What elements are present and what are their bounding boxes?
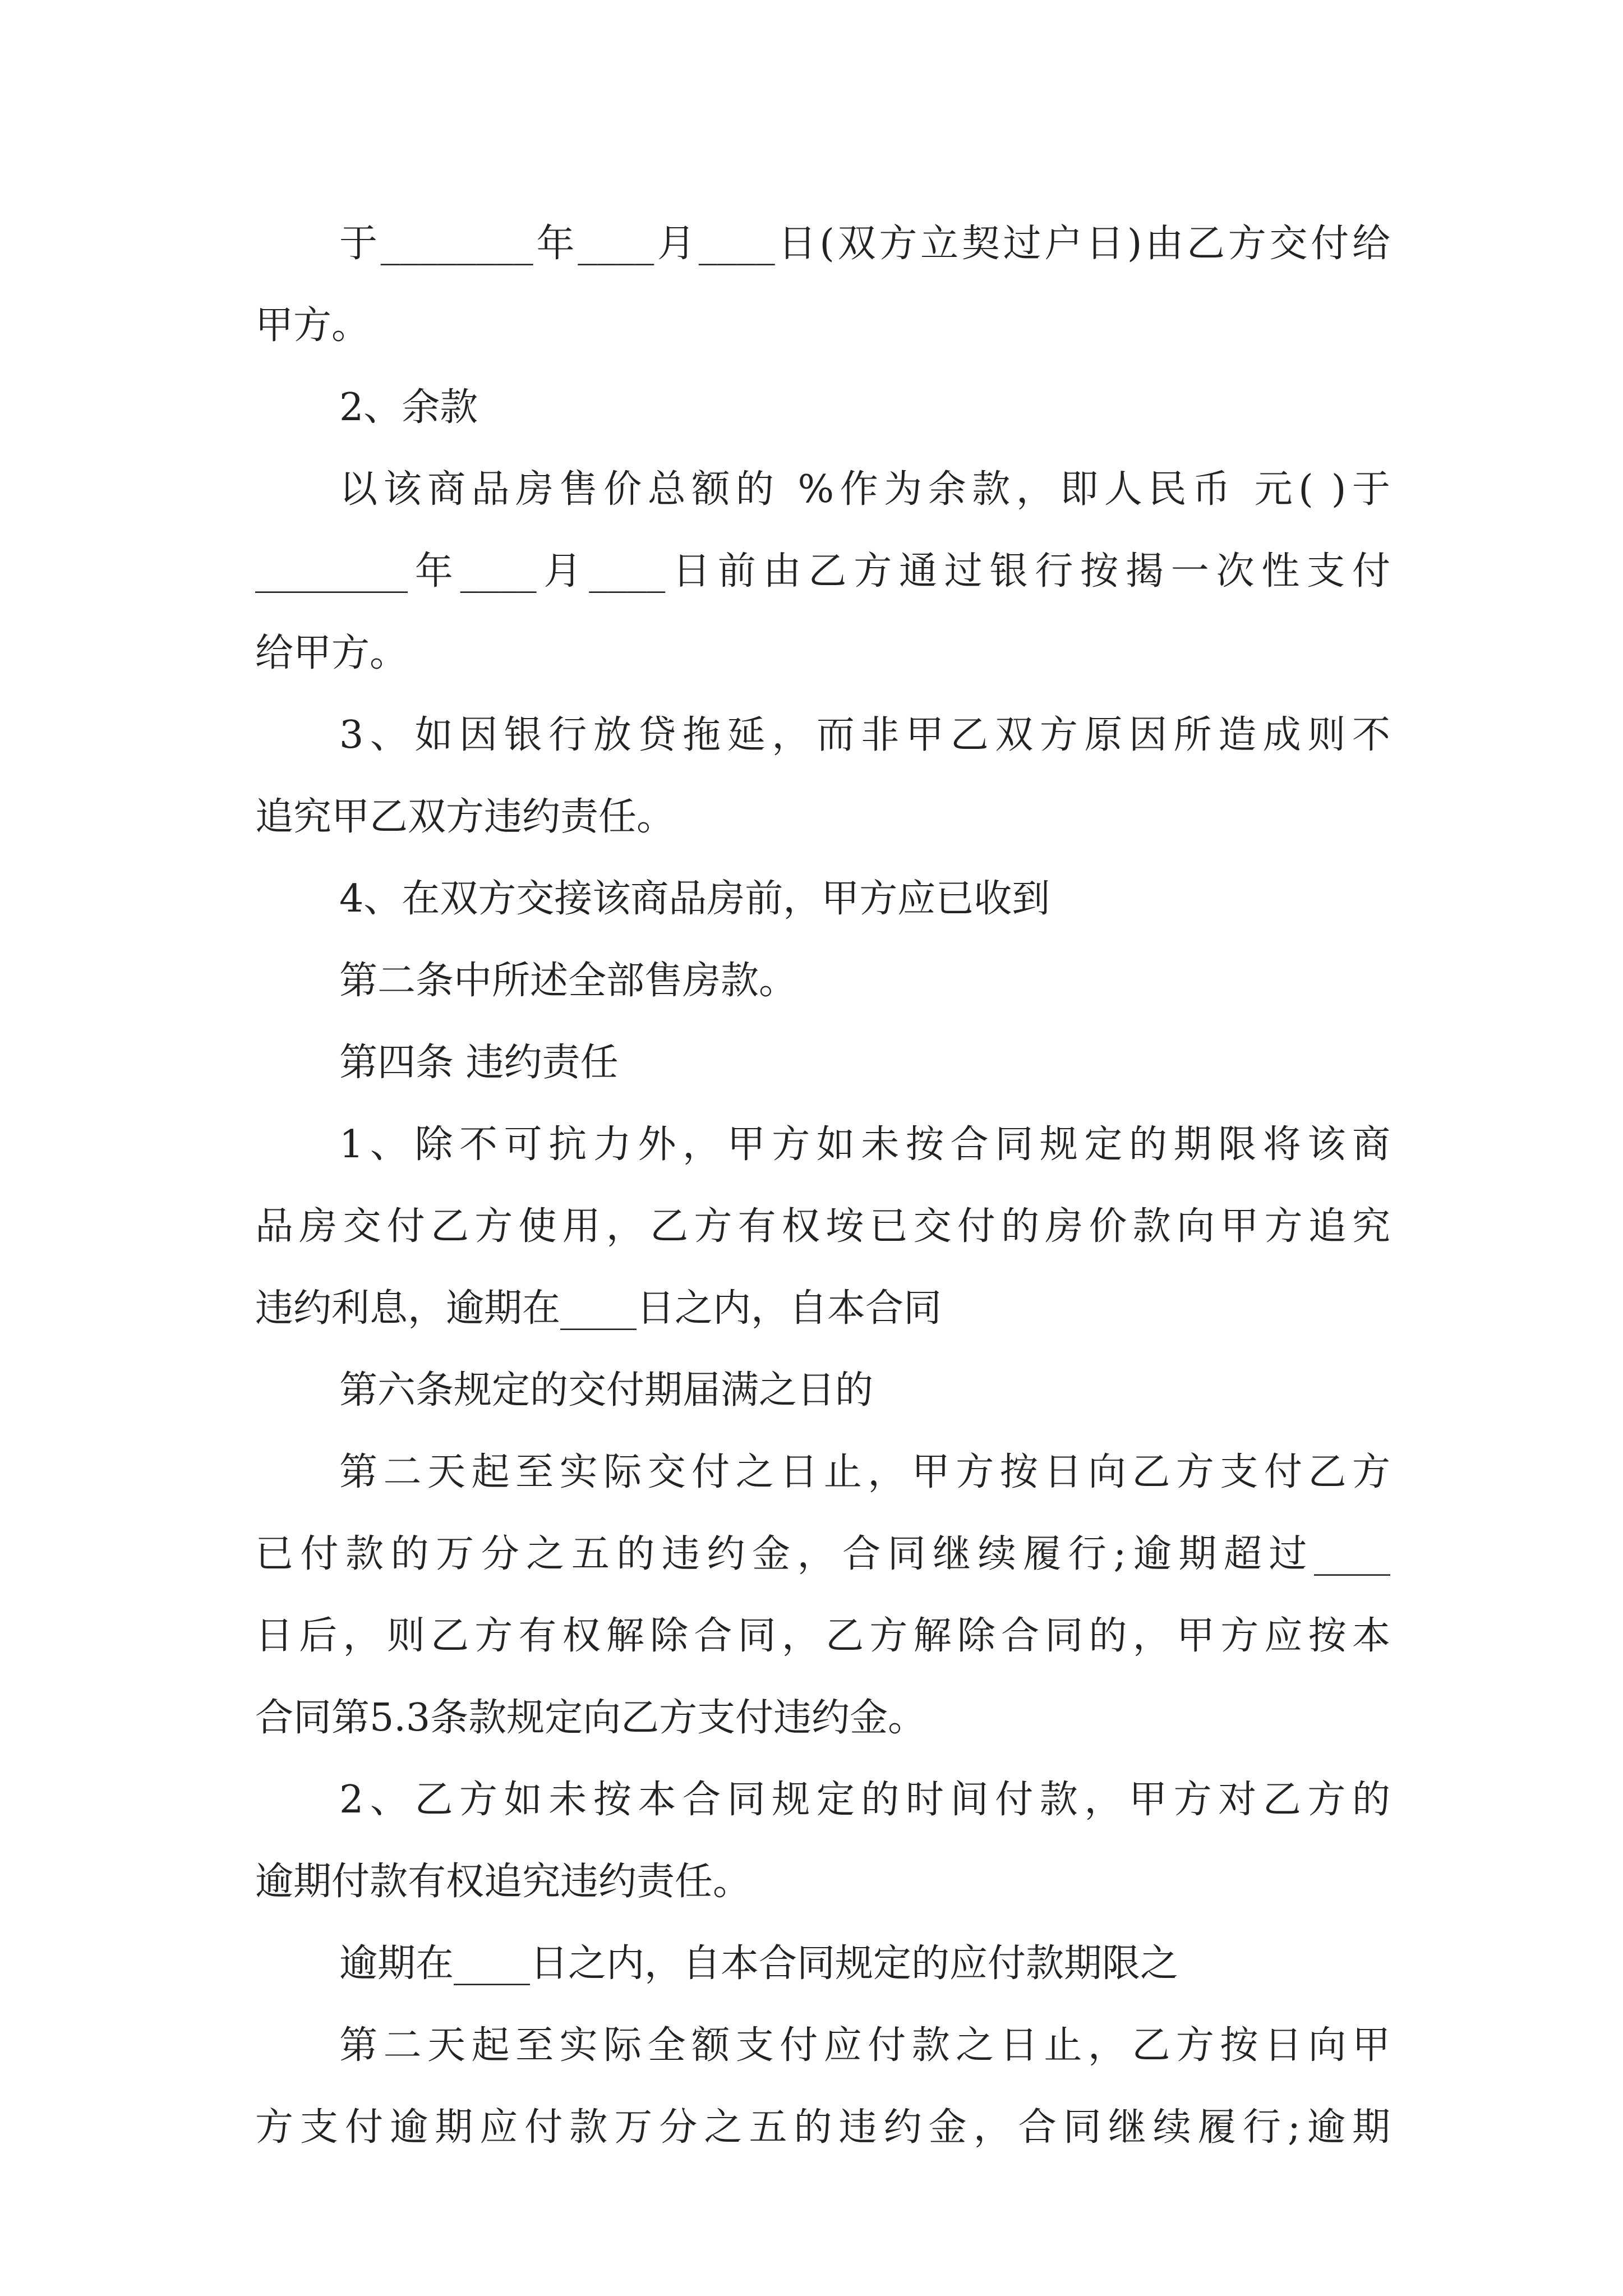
text-line: 于________年____月____日(双方立契过户日)由乙方交付给	[339, 222, 1390, 266]
text-line: 违约利息，逾期在____日之内，自本合同	[255, 1286, 942, 1331]
text-line: 4、在双方交接该商品房前，甲方应已收到	[339, 877, 1050, 921]
text-line: 第二天起至实际交付之日止，甲方按日向乙方支付乙方	[339, 1450, 1390, 1494]
text-line: 追究甲乙双方违约责任。	[255, 795, 675, 839]
text-line: 逾期付款有权追究违约责任。	[255, 1860, 751, 1904]
text-line: 3、如因银行放贷拖延，而非甲乙双方原因所造成则不	[339, 713, 1390, 757]
text-line: 已付款的万分之五的违约金，合同继续履行;逾期超过____	[255, 1532, 1390, 1576]
text-line: 第二条中所述全部售房款。	[339, 959, 797, 1003]
text-line: 2、乙方如未按本合同规定的时间付款，甲方对乙方的	[339, 1778, 1390, 1822]
section-heading: 第四条 违约责任	[339, 1041, 619, 1085]
text-line: 给甲方。	[255, 631, 408, 675]
text-line: 第六条规定的交付期届满之日的	[339, 1368, 874, 1412]
contract-body	[255, 203, 1390, 2169]
text-line: 方支付逾期应付款万分之五的违约金，合同继续履行;逾期	[255, 2105, 1390, 2150]
text-line: 日后，则乙方有权解除合同，乙方解除合同的，甲方应按本	[255, 1614, 1390, 1658]
text-line: 以该商品房售价总额的 %作为余款，即人民币 元( )于	[339, 467, 1390, 512]
text-line: 第二天起至实际全额支付应付款之日止，乙方按日向甲	[339, 2023, 1390, 2068]
text-line: 合同第5.3条款规定向乙方支付违约金。	[255, 1696, 926, 1740]
text-line: 品房交付乙方使用，乙方有权垵已交付的房价款向甲方追究	[255, 1204, 1390, 1249]
text-line: 2、余款	[339, 385, 478, 430]
text-line: 甲方。	[255, 303, 370, 348]
text-line: ________年____月____日前由乙方通过银行按揭一次性支付	[255, 549, 1390, 593]
text-line: 逾期在____日之内，自本合同规定的应付款期限之	[339, 1941, 1179, 1986]
text-line: 1、除不可抗力外，甲方如未按合同规定的期限将该商	[339, 1122, 1390, 1167]
